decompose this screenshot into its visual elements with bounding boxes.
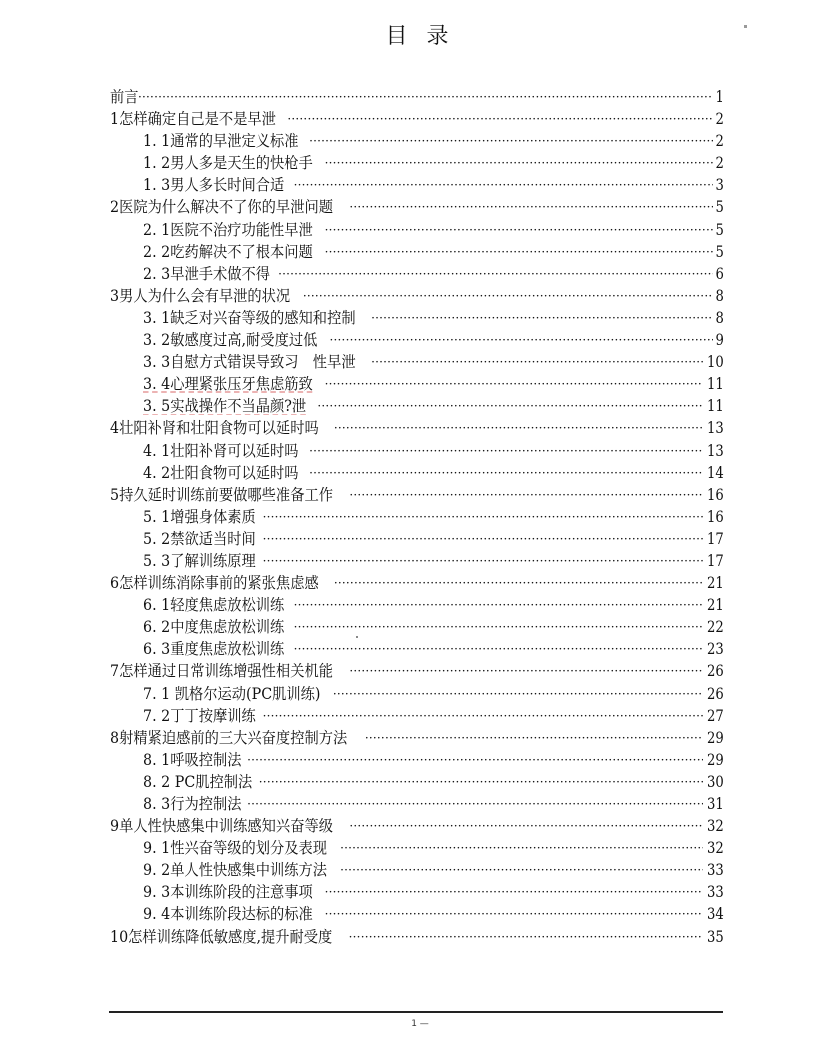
toc-entry[interactable] — [110, 771, 724, 793]
dot-leader — [263, 705, 704, 727]
toc-entry[interactable] — [110, 241, 724, 263]
toc-entry-label: 4壮阳补肾和壮阳食物可以延时吗 — [110, 419, 319, 438]
toc-entry-label: 7. 2丁丁按摩训练 — [143, 706, 256, 725]
toc-entry-page: 13 — [707, 441, 724, 460]
dot-leader — [309, 440, 703, 462]
dot-leader — [294, 174, 714, 196]
toc-entry[interactable] — [110, 395, 724, 417]
toc-entry-label: 1. 1通常的早泄定义标准 — [143, 132, 299, 151]
toc-entry-page: 23 — [707, 640, 724, 659]
toc-entry[interactable] — [110, 108, 724, 130]
toc-entry[interactable] — [110, 440, 724, 462]
toc-entry-page: 2 — [715, 110, 724, 129]
toc-entry-label: 1. 3男人多长时间合适 — [143, 176, 285, 195]
toc-entry-page: 5 — [715, 220, 724, 239]
toc-entry-label: 9. 1性兴奋等级的划分及表现 — [143, 839, 328, 858]
toc-entry[interactable] — [110, 329, 724, 351]
toc-entry-label: 5. 2禁欲适当时间 — [143, 529, 256, 548]
toc-entry-page: 2 — [715, 132, 724, 151]
toc-entry[interactable] — [110, 815, 724, 837]
toc-entry-page: 21 — [707, 574, 724, 593]
toc-entry-page: 34 — [707, 905, 724, 924]
toc-entry[interactable] — [110, 660, 724, 682]
stray-mark — [356, 636, 358, 638]
dot-leader — [349, 815, 703, 837]
toc-entry-label: 5持久延时训练前要做哪些准备工作 — [110, 485, 333, 504]
toc-entry-page: 33 — [707, 861, 724, 880]
toc-entry-label: 9. 3本训练阶段的注意事项 — [143, 883, 313, 902]
dot-leader — [325, 241, 714, 263]
dot-leader — [294, 638, 704, 660]
dot-leader — [349, 660, 703, 682]
dot-leader — [349, 484, 703, 506]
toc-entry-label: 6. 2中度焦虑放松训练 — [143, 618, 285, 637]
toc-entry[interactable] — [110, 484, 724, 506]
toc-entry[interactable] — [110, 859, 724, 881]
dot-leader — [349, 926, 704, 948]
toc-entry-label: 1. 2男人多是天生的快枪手 — [143, 154, 313, 173]
toc-entry[interactable] — [110, 572, 724, 594]
toc-entry[interactable] — [110, 462, 724, 484]
dot-leader — [247, 793, 703, 815]
toc-entry-label: 7怎样通过日常训练增强性相关机能 — [110, 662, 333, 681]
toc-entry[interactable] — [110, 638, 724, 660]
toc-entry-page: 8 — [715, 308, 724, 327]
toc-entry[interactable] — [110, 373, 724, 395]
toc-entry[interactable] — [110, 837, 724, 859]
toc-entry-label: 1怎样确定自己是不是早泄 — [110, 110, 276, 129]
toc-entry-page: 26 — [707, 662, 724, 681]
page-title: 目 录 — [385, 24, 455, 49]
toc-entry-label: 7. 1 凯格尔运动(PC肌训练) — [143, 684, 321, 703]
toc-entry[interactable] — [110, 594, 724, 616]
dot-leader — [309, 462, 703, 484]
dot-leader — [287, 108, 713, 130]
toc-entry-page: 5 — [715, 242, 724, 261]
toc-entry[interactable] — [110, 749, 724, 771]
toc-entry[interactable] — [110, 285, 724, 307]
dot-leader — [333, 683, 703, 705]
toc-entry[interactable] — [110, 683, 724, 705]
toc-entry[interactable] — [110, 417, 724, 439]
toc-entry-label: 10怎样训练降低敏感度,提升耐受度 — [110, 927, 333, 946]
toc-entry[interactable] — [110, 903, 724, 925]
toc-entry[interactable] — [110, 506, 724, 528]
toc-entry-label: 6怎样训练消除事前的紧张焦虑感 — [110, 574, 319, 593]
toc-entry-page: 29 — [707, 728, 724, 747]
dot-leader — [263, 506, 704, 528]
toc-entry-label: 4. 2壮阳食物可以延时吗 — [143, 463, 299, 482]
toc-entry-label: 5. 1增强身体素质 — [143, 507, 256, 526]
toc-entry-page: 16 — [707, 485, 724, 504]
toc-entry-page: 9 — [715, 331, 724, 350]
toc-entry[interactable] — [110, 263, 724, 285]
dot-leader — [340, 859, 703, 881]
toc-entry[interactable] — [110, 351, 724, 373]
dot-leader — [330, 329, 714, 351]
dot-leader — [263, 550, 704, 572]
toc-entry-label: 9. 4本训练阶段达标的标准 — [143, 905, 313, 924]
toc-entry-label: 9. 2单人性快感集中训练方法 — [143, 861, 328, 880]
toc-entry[interactable] — [110, 616, 724, 638]
toc-entry-label: 3. 5实战操作不当晶颜?泄 — [143, 397, 307, 416]
dot-leader — [325, 373, 704, 395]
toc-entry[interactable] — [110, 130, 724, 152]
toc-entry-page: 14 — [707, 463, 724, 482]
toc-entry-page: 30 — [707, 772, 724, 791]
toc-entry[interactable] — [110, 705, 724, 727]
toc-entry[interactable] — [110, 307, 724, 329]
toc-entry-label: 4. 1壮阳补肾可以延时吗 — [143, 441, 299, 460]
toc-entry-page: 26 — [707, 684, 724, 703]
dot-leader — [325, 881, 704, 903]
toc-entry-label: 3. 3自慰方式错误导致习 性早泄 — [143, 353, 356, 372]
dot-leader — [278, 263, 713, 285]
toc-entry-page: 32 — [707, 839, 724, 858]
toc-entry-label: 3男人为什么会有早泄的状况 — [110, 286, 291, 305]
toc-entry[interactable] — [110, 550, 724, 572]
toc-entry-page: 17 — [707, 529, 724, 548]
dot-leader — [371, 351, 703, 373]
toc-entry[interactable] — [110, 86, 724, 108]
footer-page-number: 1 — — [411, 1019, 429, 1029]
dot-leader — [371, 307, 713, 329]
toc-entry-label: 3. 4心理紧张压牙焦虑筋致 — [143, 375, 313, 394]
dot-leader — [334, 417, 703, 439]
toc-entry-page: 31 — [707, 795, 724, 813]
dot-leader — [138, 86, 713, 108]
toc-entry[interactable] — [110, 219, 724, 241]
toc-entry[interactable] — [110, 196, 724, 218]
toc-entry-page: 22 — [707, 618, 724, 637]
toc-entry-page: 10 — [707, 353, 724, 372]
toc-entry-label: 3. 1缺乏对兴奋等级的感知和控制 — [143, 308, 356, 327]
toc-entry-page: 2 — [715, 154, 724, 173]
dot-leader — [309, 130, 713, 152]
toc-entry-label: 2. 1医院不治疗功能性早泄 — [143, 220, 313, 239]
toc-entry[interactable] — [110, 727, 724, 749]
dot-leader — [294, 594, 704, 616]
toc-entry-page: 11 — [707, 375, 724, 394]
toc-entry-label: 6. 1轻度焦虑放松训练 — [143, 596, 285, 615]
toc-entry[interactable] — [110, 881, 724, 903]
toc-entry-label: 9单人性快感集中训练感知兴奋等级 — [110, 817, 333, 836]
footer-rule — [109, 1011, 723, 1013]
dot-leader — [325, 903, 704, 925]
toc-entry-page: 1 — [715, 88, 724, 106]
dot-leader — [365, 727, 703, 749]
dot-leader — [294, 616, 704, 638]
dot-leader — [317, 395, 703, 417]
toc-entry-page: 11 — [707, 397, 724, 416]
dot-leader — [334, 572, 703, 594]
dot-leader — [263, 528, 704, 550]
toc-entry-page: 16 — [707, 507, 724, 526]
dot-leader — [247, 749, 703, 771]
toc-entry-page: 33 — [707, 883, 724, 902]
toc-entry-label: 3. 2敏感度过高,耐受度过低 — [143, 331, 318, 350]
toc-entry-label: 前言 — [110, 88, 139, 106]
toc-entry[interactable] — [110, 152, 724, 174]
toc-entry-label: 2. 2吃药解决不了根本问题 — [143, 242, 313, 261]
dot-leader — [349, 196, 713, 218]
toc-entry-page: 29 — [707, 750, 724, 769]
toc-entry-page: 8 — [715, 286, 724, 305]
toc-entry-label: 2. 3早泄手术做不得 — [143, 264, 271, 283]
toc-entry-label: 5. 3了解训练原理 — [143, 551, 256, 570]
toc-entry-label: 8. 2 PC肌控制法 — [143, 772, 253, 791]
toc-entry-page: 35 — [707, 927, 724, 946]
dot-leader — [303, 285, 713, 307]
toc-entry-label: 2医院为什么解决不了你的早泄问题 — [110, 198, 333, 217]
toc-entry[interactable] — [110, 528, 724, 550]
toc-entry-page: 27 — [707, 706, 724, 725]
toc-entry-label: 8射精紧迫感前的三大兴奋度控制方法 — [110, 728, 348, 747]
toc-entry-page: 21 — [707, 596, 724, 615]
toc-entry-label: 8. 3行为控制法 — [143, 795, 242, 813]
dot-leader — [259, 771, 703, 793]
toc-entry-page: 13 — [707, 419, 724, 438]
toc-entry-label: 6. 3重度焦虑放松训练 — [143, 640, 285, 659]
toc-entry-page: 17 — [707, 551, 724, 570]
dot-leader — [325, 152, 714, 174]
dot-leader — [340, 837, 703, 859]
toc-entry-label: 8. 1呼吸控制法 — [143, 750, 242, 769]
toc-entry-page: 6 — [715, 264, 724, 283]
dot-leader — [325, 219, 714, 241]
table-of-contents — [110, 86, 724, 948]
toc-entry[interactable] — [110, 793, 724, 815]
toc-entry[interactable] — [110, 174, 724, 196]
toc-entry-page: 3 — [715, 176, 724, 195]
toc-entry[interactable] — [110, 926, 724, 948]
toc-entry-page: 5 — [715, 198, 724, 217]
toc-entry-page: 32 — [707, 817, 724, 836]
